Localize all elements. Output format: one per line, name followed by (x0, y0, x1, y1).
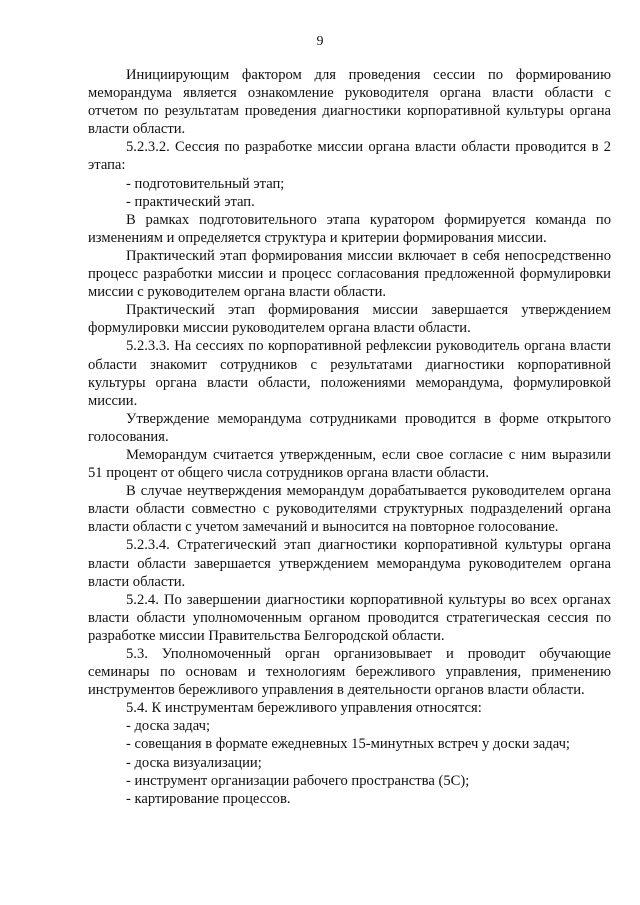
paragraph: 5.2.4. По завершении диагностики корпоративной культуры во всех органах власти области уполномоченным органом проводится стратегическая сессия по разработке миссии Правительства Белгородской области. (88, 591, 611, 644)
paragraph: 5.2.3.3. На сессиях по корпоративной рефлексии руководитель органа власти области знакомит сотрудников с результатами диагностики корпоративной культуры органа власти области, положениями меморандума, формулировкой миссии. (88, 338, 611, 409)
paragraph: В случае неутверждения меморандум дорабатывается руководителем органа власти области совместно с руководителями структурных подразделений органа власти области с учетом замечаний и выносится на повторное голосование. (88, 483, 611, 536)
list-item: - совещания в формате ежедневных 15-минутных встреч у доски задач; (126, 736, 570, 753)
list-item: - практический этап. (126, 193, 255, 210)
paragraph: В рамках подготовительного этапа куратором формируется команда по изменениям и определяется структура и критерии формирования миссии. (88, 211, 611, 246)
paragraph: 5.4. К инструментам бережливого управления относятся: (126, 700, 482, 717)
paragraph: 5.2.3.4. Стратегический этап диагностики корпоративной культуры органа власти области завершается утверждением меморандума руководителем органа власти области. (88, 537, 611, 590)
document-body (88, 66, 611, 808)
paragraph: 5.2.3.2. Сессия по разработке миссии органа власти области проводится в 2 этапа: (88, 139, 611, 174)
page-number: 9 (316, 34, 324, 49)
paragraph: Практический этап формирования миссии завершается утверждением формулировки миссии руководителем органа власти области. (88, 302, 611, 337)
paragraph: Утверждение меморандума сотрудниками проводится в форме открытого голосования. (88, 410, 611, 445)
paragraph: Инициирующим фактором для проведения сессии по формированию меморандума является ознакомление руководителя органа власти области с отчетом по результатам проведения диагностики корпоративной культуры органа власти области. (88, 67, 611, 138)
list-item: - подготовительный этап; (126, 175, 285, 192)
list-item: - картирование процессов. (126, 790, 291, 807)
paragraph: Практический этап формирования миссии включает в себя непосредственно процесс разработки миссии и процесс согласования предложенной формулировки миссии с руководителем органа власти области. (88, 247, 611, 301)
list-item: - инструмент организации рабочего пространства (5С); (126, 772, 470, 789)
list-item: - доска визуализации; (126, 754, 262, 771)
paragraph: Меморандум считается утвержденным, если свое согласие с ним выразили 51 процент от общего числа сотрудников органа власти области. (88, 446, 611, 482)
list-item: - доска задач; (126, 718, 211, 735)
paragraph: 5.3. Уполномоченный орган организовывает и проводит обучающие семинары по основам и технологиям бережливого управления, применению инструментов бережливого управления в деятельности органов власти области. (88, 646, 611, 699)
